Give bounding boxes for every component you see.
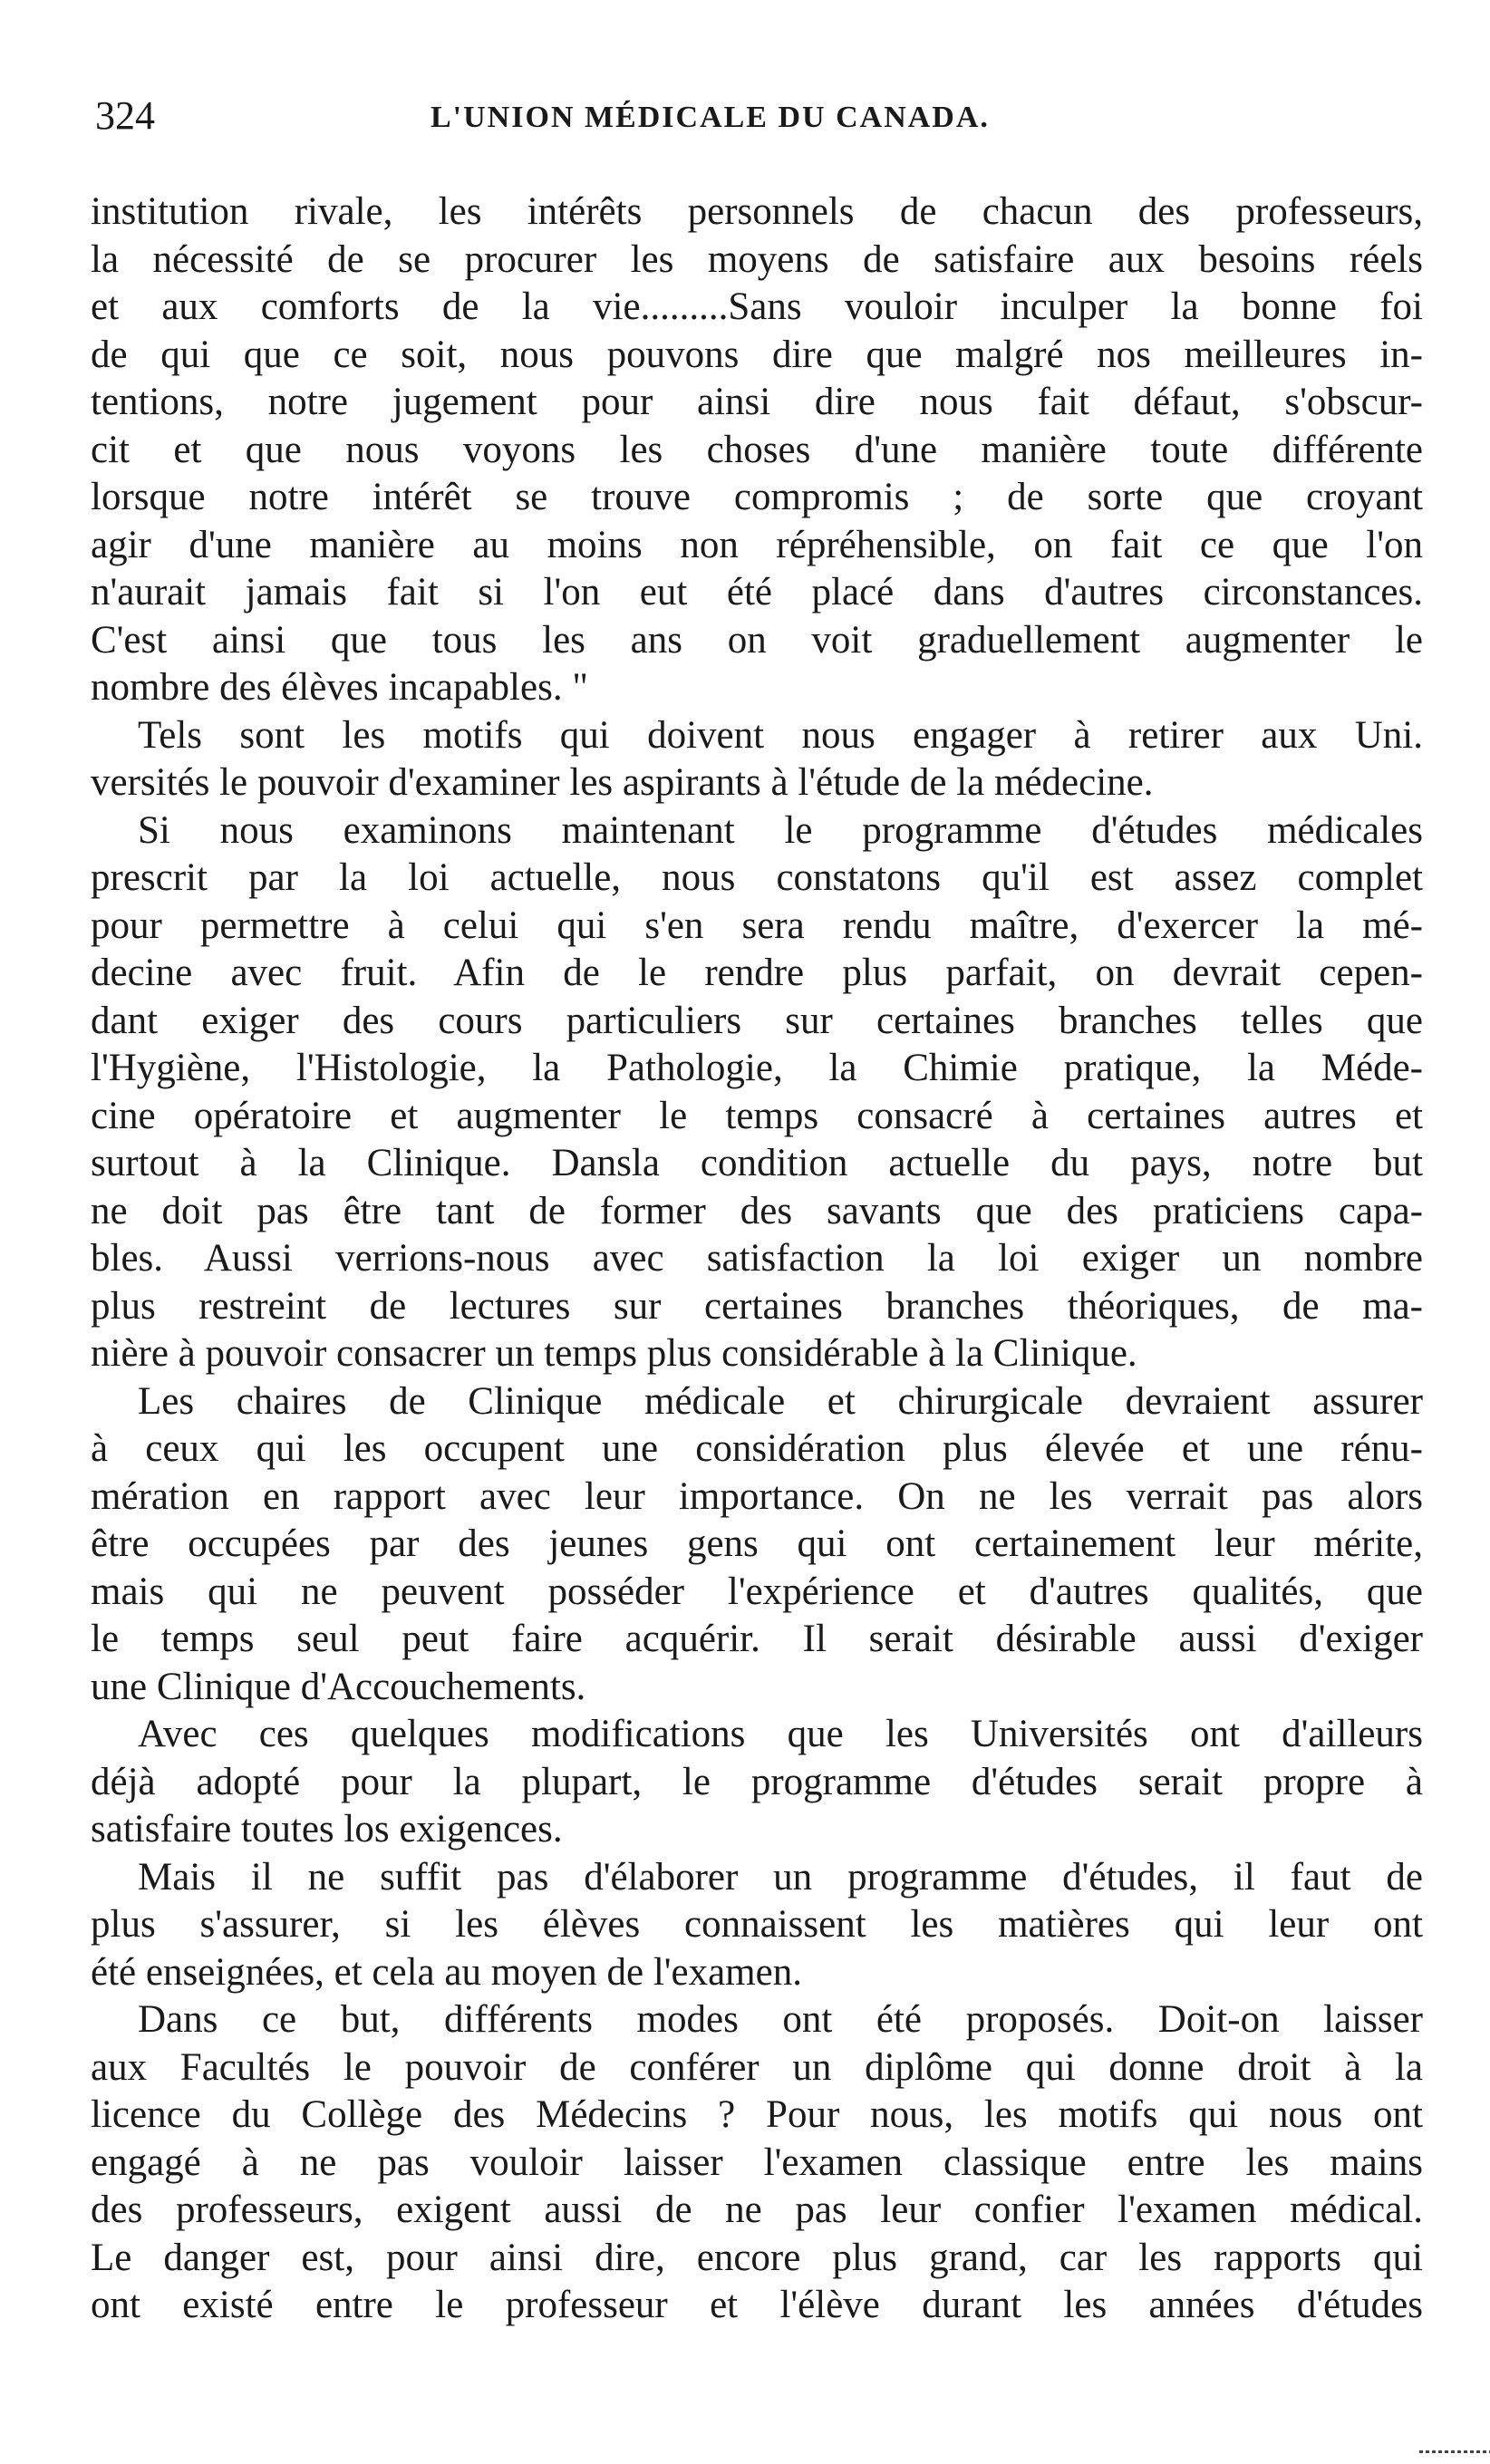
text-line: n'aurait jamais fait si l'on eut été placé dans d'autres circonstances.	[91, 571, 1423, 614]
text-line: une Clinique d'Accouchements.	[91, 1665, 586, 1708]
paragraph-start-line: Dans ce but, différents modes ont été proposés. Doit-on laisser	[138, 1998, 1423, 2041]
paragraph-start-line: Si nous examinons maintenant le programme d'études médicales	[138, 808, 1423, 852]
text-line: aux Facultés le pouvoir de conférer un diplôme qui donne droit à la	[91, 2045, 1423, 2089]
text-line: C'est ainsi que tous les ans on voit graduellement augmenter le	[91, 618, 1423, 662]
text-line: satisfaire toutes los exigences.	[91, 1808, 563, 1850]
text-line: dant exiger des cours particuliers sur certaines branches telles que	[91, 999, 1423, 1042]
text-line: la nécessité de se procurer les moyens de satisfaire aux besoins réels	[91, 237, 1423, 281]
text-line: plus restreint de lectures sur certaines branches théoriques, de ma-	[91, 1284, 1423, 1328]
text-line: licence du Collège des Médecins ? Pour nous, les motifs qui nous ont	[91, 2093, 1423, 2136]
text-line: institution rivale, les intérêts personnels de chacun des professeurs,	[91, 190, 1423, 233]
text-line: versités le pouvoir d'examiner les aspirants à l'étude de la médecine.	[91, 761, 1154, 804]
text-line: surtout à la Clinique. Dansla condition actuelle du pays, notre but	[91, 1142, 1423, 1184]
running-head	[95, 89, 1418, 143]
paragraph-start-line: Les chaires de Clinique médicale et chirurgicale devraient assurer	[138, 1379, 1423, 1423]
paragraph-start-line: Mais il ne suffit pas d'élaborer un programme d'études, il faut de	[138, 1855, 1423, 1899]
text-line: été enseignées, et cela au moyen de l'examen.	[91, 1950, 802, 1994]
text-line: à ceux qui les occupent une considération plus élevée et une rénu-	[91, 1427, 1423, 1470]
text-line: lorsque notre intérêt se trouve compromis ; de sorte que croyant	[91, 476, 1423, 518]
text-line: pour permettre à celui qui s'en sera rendu maître, d'exercer la mé-	[91, 903, 1423, 947]
paragraph-start-line: Tels sont les motifs qui doivent nous engager à retirer aux Uni.	[138, 713, 1423, 757]
text-line: mération en rapport avec leur importance. On ne les verrait pas alors	[91, 1474, 1423, 1518]
text-line: ne doit pas être tant de former des savants que des praticiens capa-	[91, 1189, 1423, 1232]
text-line: tentions, notre jugement pour ainsi dire nous fait défaut, s'obscur-	[91, 381, 1423, 423]
text-line: nombre des élèves incapables. "	[91, 666, 588, 709]
text-line: être occupées par des jeunes gens qui ont certainement leur mérite,	[91, 1522, 1423, 1565]
text-line: mais qui ne peuvent posséder l'expérience et d'autres qualités, que	[91, 1570, 1423, 1613]
text-line: ont existé entre le professeur et l'élève durant les années d'études	[91, 2284, 1423, 2326]
text-line: cine opératoire et augmenter le temps consacré à certaines autres et	[91, 1094, 1423, 1137]
text-line: l'Hygiène, l'Histologie, la Pathologie, la Chimie pratique, la Méde-	[91, 1047, 1423, 1089]
text-line: cit et que nous voyons les choses d'une manière toute différente	[91, 428, 1423, 471]
scan-edge-mark	[1419, 2450, 1490, 2453]
text-line: prescrit par la loi actuelle, nous constatons qu'il est assez complet	[91, 856, 1423, 899]
text-line: Le danger est, pour ainsi dire, encore plus grand, car les rapports qui	[91, 2236, 1423, 2279]
text-line: plus s'assurer, si les élèves connaissent les matières qui leur ont	[91, 1903, 1423, 1946]
paragraph-start-line: Avec ces quelques modifications que les Universités ont d'ailleurs	[138, 1713, 1423, 1755]
text-line: de qui que ce soit, nous pouvons dire que malgré nos meilleures in-	[91, 333, 1423, 376]
text-line: decine avec fruit. Afin de le rendre plus parfait, on devrait cepen-	[91, 952, 1423, 994]
text-line: et aux comforts de la vie.........Sans vouloir inculper la bonne foi	[91, 285, 1423, 328]
body-text	[91, 188, 1423, 2330]
text-line: des professeurs, exigent aussi de ne pas leur confier l'examen médical.	[91, 2189, 1423, 2231]
page-number: 324	[95, 93, 155, 138]
text-line: agir d'une manière au moins non répréhensible, on fait ce que l'on	[91, 523, 1423, 566]
running-title: L'UNION MÉDICALE DU CANADA.	[431, 101, 990, 134]
text-line: engagé à ne pas vouloir laisser l'examen classique entre les mains	[91, 2140, 1423, 2184]
text-line: bles. Aussi verrions-nous avec satisfaction la loi exiger un nombre	[91, 1237, 1423, 1280]
text-line: le temps seul peut faire acquérir. Il serait désirable aussi d'exiger	[91, 1618, 1423, 1660]
text-line: déjà adopté pour la plupart, le programme d'études serait propre à	[91, 1760, 1423, 1803]
text-line: nière à pouvoir consacrer un temps plus considérable à la Clinique.	[91, 1332, 1137, 1375]
